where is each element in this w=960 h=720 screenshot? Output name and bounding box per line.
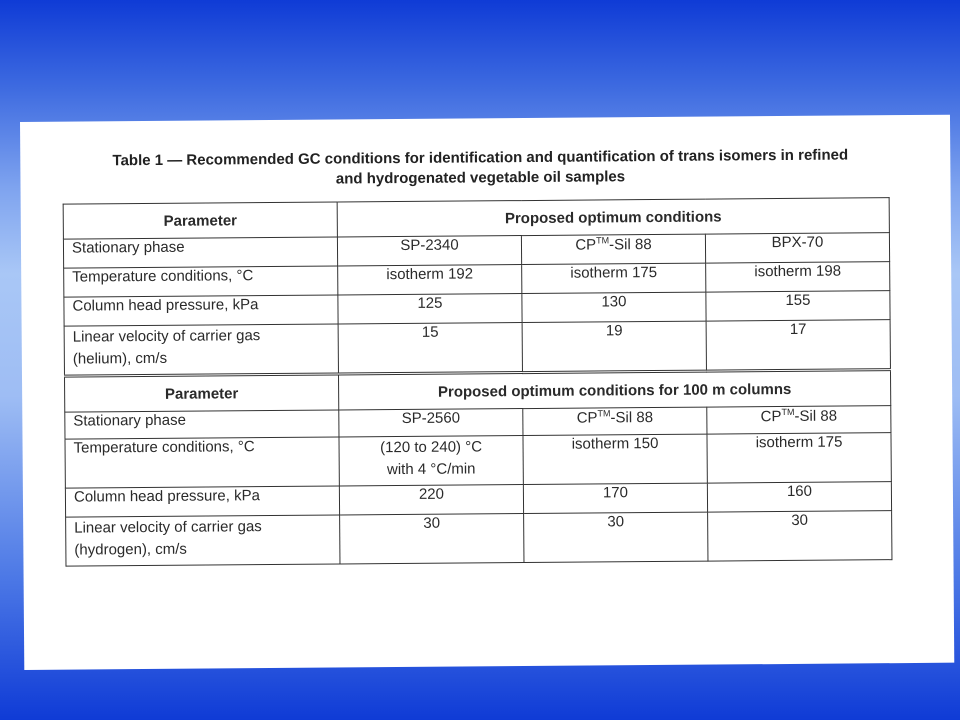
cell: 220 [339, 485, 523, 515]
cell: isotherm 150 [523, 434, 707, 484]
row-label: Column head pressure, kPa [65, 486, 339, 517]
cell: 15 [338, 323, 522, 374]
cell: isotherm 198 [706, 262, 890, 292]
table-row [64, 320, 890, 376]
row-label: Column head pressure, kPa [64, 295, 338, 326]
row-label: Stationary phase [65, 410, 339, 439]
cell-text: CP [575, 236, 597, 254]
cell-text: CP [576, 409, 598, 427]
header-conditions-100m: Proposed optimum conditions for 100 m columns [338, 370, 890, 410]
cell: 170 [523, 483, 707, 513]
row-label-text: Linear velocity of carrier gas (helium), cm/s [72, 327, 261, 368]
row-label: Temperature conditions, °C [65, 437, 339, 488]
header-parameter: Parameter [64, 374, 338, 412]
cell: 30 [340, 514, 524, 564]
cell-text: -Sil 88 [609, 236, 652, 254]
table-row [65, 433, 891, 488]
cell: 155 [706, 291, 890, 321]
caption-line-1: Table 1 — Recommended GC conditions for identification and quantification of trans isomers in refined [112, 146, 849, 170]
header-parameter: Parameter [63, 202, 337, 239]
trademark-sup: TM [781, 406, 795, 418]
row-label: Stationary phase [63, 237, 337, 268]
cell: 125 [338, 294, 522, 324]
cell [521, 234, 705, 264]
trademark-sup: TM [596, 235, 610, 246]
cell-text: -Sil 88 [610, 409, 654, 427]
cell: 30 [524, 512, 708, 562]
cell: 160 [707, 482, 891, 512]
cell-text: (120 to 240) °C with 4 °C/min [380, 438, 483, 479]
cell [339, 436, 523, 486]
row-label [66, 515, 340, 566]
row-label: Temperature conditions, °C [64, 266, 338, 297]
table-caption [30, 145, 930, 192]
table-row [66, 511, 892, 566]
cell: 17 [706, 320, 890, 371]
trademark-sup: TM [597, 408, 611, 419]
cell: BPX-70 [705, 233, 889, 263]
cell: 130 [522, 292, 706, 322]
cell-text: CP [760, 408, 782, 426]
header-conditions: Proposed optimum conditions [337, 198, 889, 237]
cell [707, 406, 891, 434]
cell: 30 [708, 511, 892, 561]
row-label [64, 324, 338, 376]
gc-conditions-table [63, 197, 893, 566]
row-label-text: Linear velocity of carrier gas (hydrogen), cm/s [74, 518, 262, 559]
document-page [20, 115, 954, 670]
cell: SP-2560 [339, 409, 523, 437]
cell: 19 [522, 321, 706, 372]
cell: isotherm 175 [522, 263, 706, 293]
cell [523, 407, 707, 435]
caption-line-2: and hydrogenated vegetable oil samples [335, 168, 626, 188]
cell-text: -Sil 88 [794, 407, 838, 425]
cell: isotherm 175 [707, 433, 891, 483]
cell: SP-2340 [337, 236, 521, 266]
cell: isotherm 192 [338, 265, 522, 295]
